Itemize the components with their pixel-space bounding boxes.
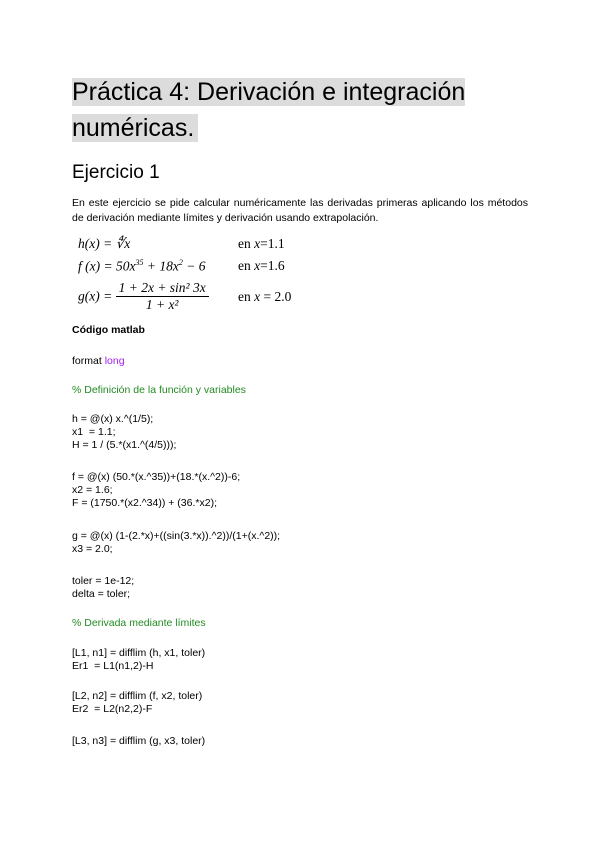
equation-g: g(x) = $\frac{\text{1 + 2x + sin² 3x}}{\text{1 + x²}}$ en x = 2.0 xyxy=(78,280,292,312)
code-block-toler: toler = 1e-12; delta = toler; xyxy=(72,575,135,600)
code-format-line: format long xyxy=(72,355,125,367)
code-block-h: h = @(x) x.^(1/5); x1 = 1.1; H = 1 / (5.*(x1.^(4/5))); xyxy=(72,413,177,451)
intro-paragraph: En este ejercicio se pide calcular numéricamente las derivadas primeras aplicando los métodos de derivación mediante límites y derivación usando extrapolación. xyxy=(72,197,528,224)
code-keyword-long: long xyxy=(104,355,125,367)
code-heading: Código matlab xyxy=(72,324,145,336)
code-comment-definitions: % Definición de la función y variables xyxy=(72,384,246,396)
code-block-g: g = @(x) (1-(2.*x)+((sin(3.*x)).^2))/(1+(x.^2)); x3 = 2.0; xyxy=(72,530,281,555)
code-block-f: f = @(x) (50.*(x.^35))+(18.*(x.^2))-6; x2 = 1.6; F = (1750.*(x2.^34)) + (36.*x2); xyxy=(72,471,241,509)
page-title: Práctica 4: Derivación e integración numéricas. xyxy=(72,78,466,142)
code-block-l2: [L2, n2] = difflim (f, x2, toler) Er2 = L2(n2,2)-F xyxy=(72,690,203,715)
equation-h: h(x) = ∜x en x=1.1 xyxy=(78,236,285,251)
code-block-l1: [L1, n1] = difflim (h, x1, toler) Er1 = L1(n1,2)-H xyxy=(72,647,206,672)
equation-h-point: en x=1.1 xyxy=(238,236,285,251)
equation-g-fraction: $\frac{\text{1 + 2x + sin² 3x}}{\text{1 + x²}}$ xyxy=(116,280,209,313)
equation-f: f $(x) = 50x^{35} + 18x^2 - 6$ en x=1.6 xyxy=(78,258,285,274)
section-heading: Ejercicio 1 xyxy=(72,162,160,183)
equation-f-point: en x=1.6 xyxy=(238,258,285,273)
code-block-l3: [L3, n3] = difflim (g, x3, toler) xyxy=(72,735,206,747)
equation-g-point: en x = 2.0 xyxy=(238,289,292,304)
code-comment-derivada: % Derivada mediante límites xyxy=(72,617,206,629)
